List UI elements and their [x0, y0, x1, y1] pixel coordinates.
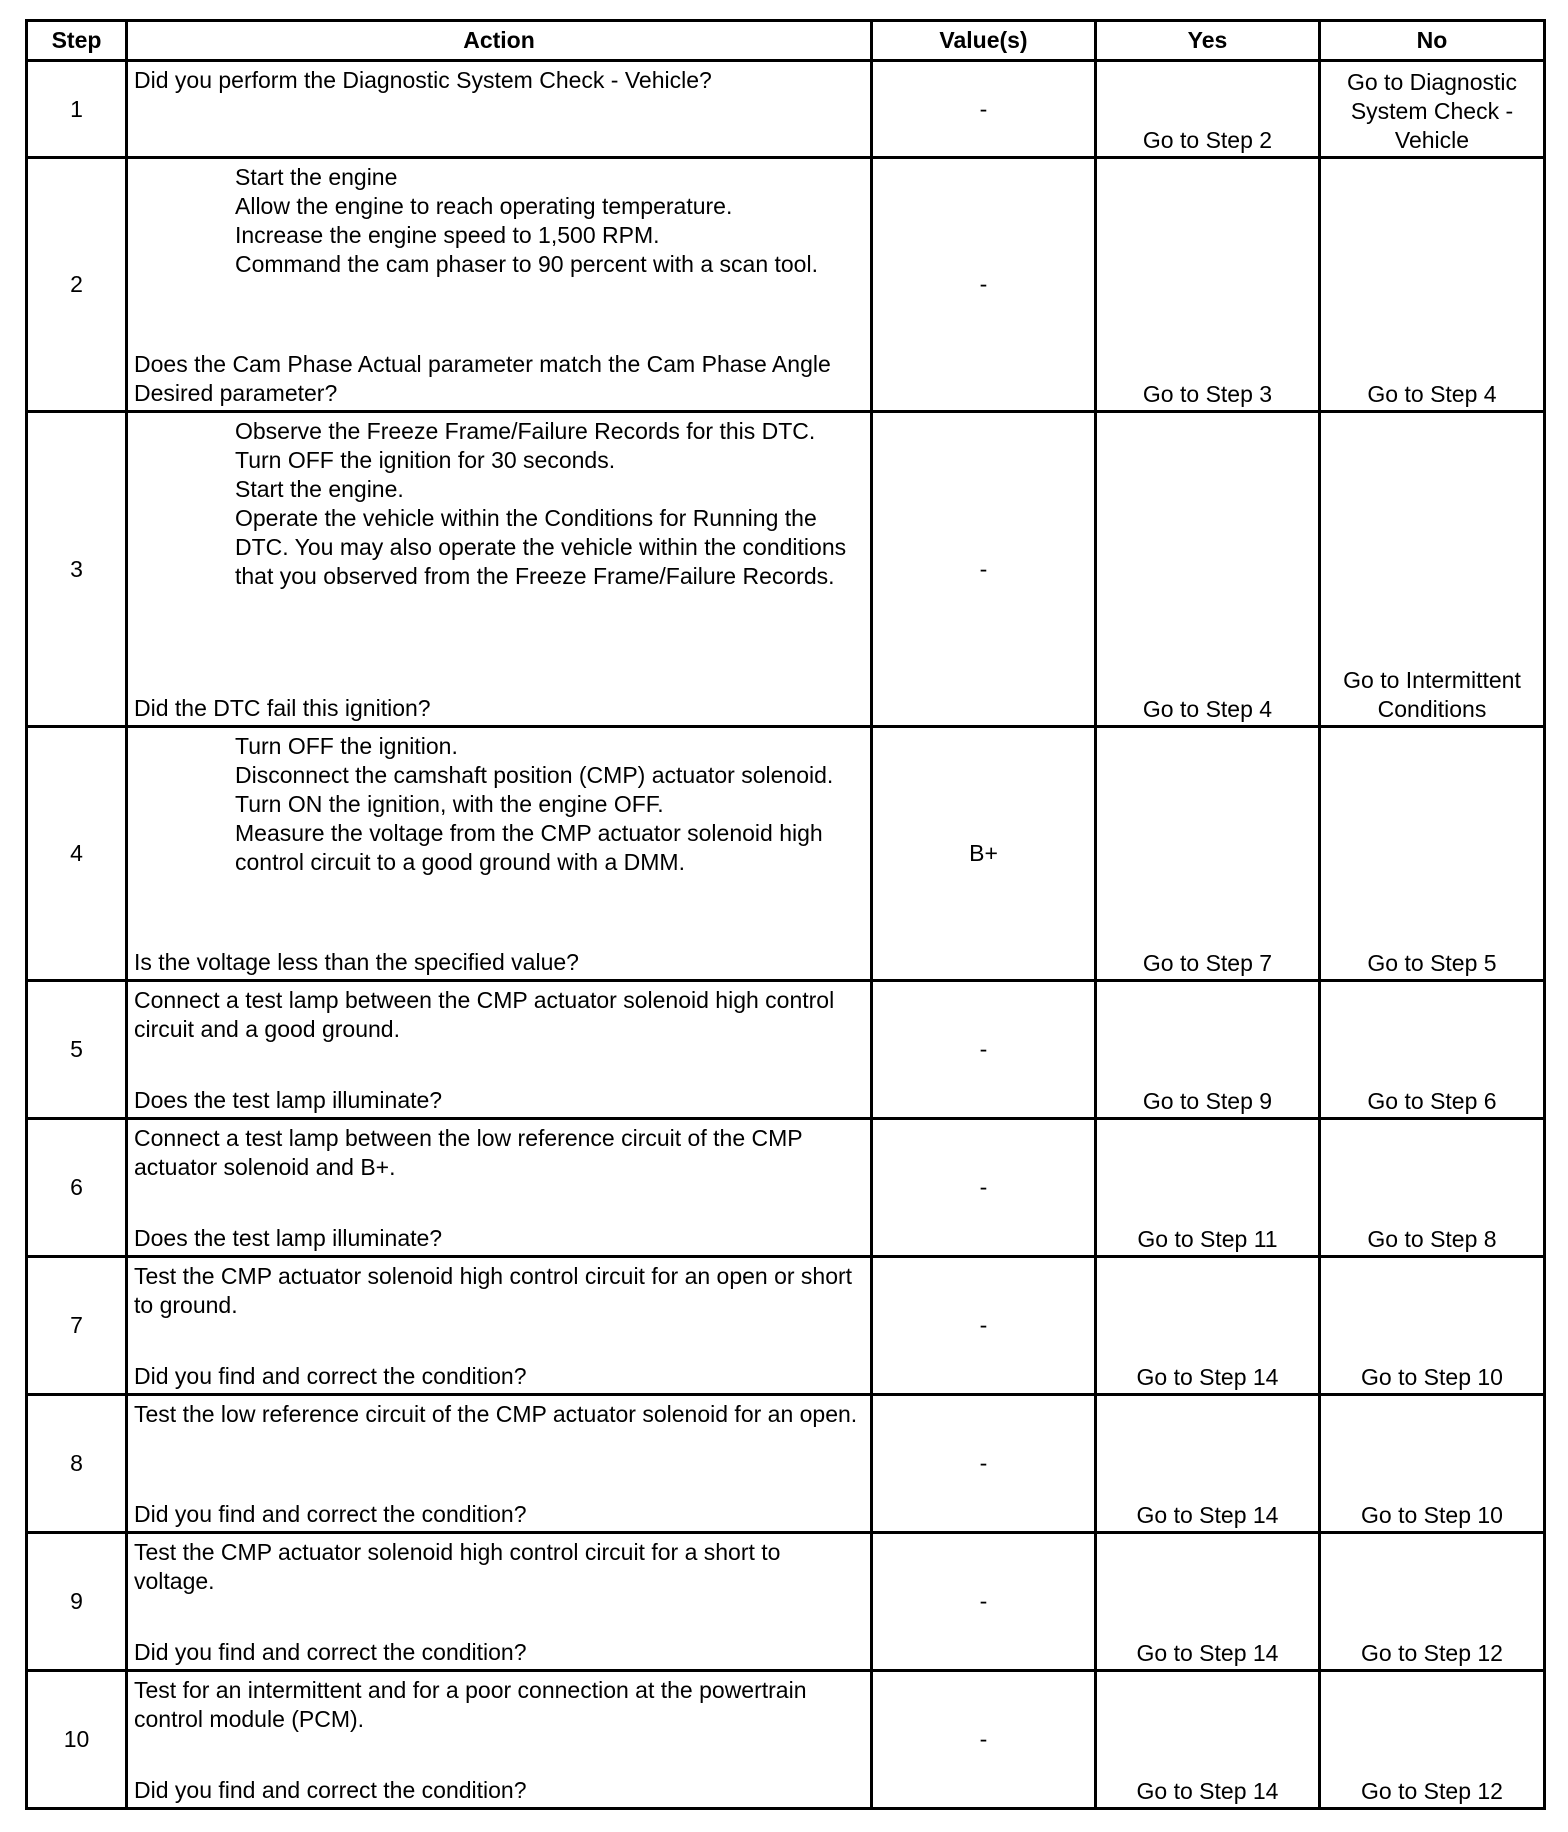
action-instructions	[134, 1124, 866, 1182]
action-content	[134, 1536, 866, 1668]
action-question: Did you find and correct the condition?	[134, 1362, 527, 1389]
action-question: Did you find and correct the condition?	[134, 1776, 527, 1803]
yes-link: Go to Step 3	[1142, 381, 1273, 407]
step-number: 3	[27, 412, 127, 727]
yes-link: Go to Step 14	[1136, 1364, 1279, 1390]
no-cell	[1320, 1533, 1545, 1671]
diagnostic-table	[25, 19, 1546, 1810]
action-cell	[127, 727, 872, 981]
header-yes: Yes	[1096, 21, 1320, 61]
header-step: Step	[27, 21, 127, 61]
step-number: 4	[27, 727, 127, 981]
yes-link: Go to Step 14	[1136, 1778, 1279, 1804]
no-cell	[1320, 412, 1545, 727]
yes-cell	[1096, 1257, 1320, 1395]
action-question: Does the test lamp illuminate?	[134, 1086, 443, 1113]
action-content	[134, 984, 866, 1116]
action-text: Test the low reference circuit of the CMP actuator solenoid for an open.	[134, 1400, 858, 1427]
no-cell	[1320, 1395, 1545, 1533]
no-link: Go to Step 6	[1367, 1088, 1497, 1114]
action-instruction: Start the engine	[235, 163, 398, 190]
no-link: Go to Diagnostic System Check - Vehicle	[1346, 69, 1518, 153]
value-cell: -	[872, 1257, 1096, 1395]
yes-link: Go to Step 7	[1142, 950, 1273, 976]
no-cell	[1320, 981, 1545, 1119]
action-instruction: Start the engine.	[235, 475, 404, 502]
action-content	[134, 1260, 866, 1392]
no-cell	[1320, 1671, 1545, 1809]
yes-link: Go to Step 14	[1136, 1502, 1279, 1528]
header-no: No	[1320, 21, 1545, 61]
action-instruction: Measure the voltage from the CMP actuator solenoid high control circuit to a good ground with a DMM.	[235, 819, 823, 875]
action-instructions	[134, 1400, 866, 1429]
no-link: Go to Step 12	[1361, 1640, 1503, 1666]
value-cell: -	[872, 1533, 1096, 1671]
action-instructions	[134, 66, 866, 95]
value-cell: -	[872, 412, 1096, 727]
action-cell	[127, 61, 872, 158]
action-content	[134, 730, 866, 978]
step-number: 6	[27, 1119, 127, 1257]
yes-cell	[1096, 158, 1320, 412]
action-question: Did the DTC fail this ignition?	[134, 694, 431, 721]
action-instructions	[134, 732, 866, 877]
action-text: Connect a test lamp between the low reference circuit of the CMP actuator solenoid and B+.	[134, 1124, 803, 1180]
action-text: Test for an intermittent and for a poor connection at the powertrain control module (PCM).	[134, 1676, 807, 1732]
yes-cell	[1096, 1395, 1320, 1533]
action-instruction: Operate the vehicle within the Conditions for Running the DTC. You may also operate the vehicle within the conditions that you observed from the Freeze Frame/Failure Records.	[235, 504, 847, 589]
action-instruction: Command the cam phaser to 90 percent with a scan tool.	[235, 250, 818, 277]
step-number: 9	[27, 1533, 127, 1671]
step-number: 10	[27, 1671, 127, 1809]
action-instructions	[134, 986, 866, 1044]
no-cell	[1320, 158, 1545, 412]
action-instructions	[134, 417, 866, 591]
action-content	[134, 1398, 866, 1530]
no-cell	[1320, 1257, 1545, 1395]
no-link: Go to Step 12	[1361, 1778, 1503, 1804]
no-link: Go to Intermittent Conditions	[1343, 667, 1521, 722]
action-instructions	[134, 1538, 866, 1596]
action-content	[134, 161, 866, 409]
action-instruction: Turn OFF the ignition.	[235, 732, 458, 759]
table-row	[27, 1257, 1545, 1395]
action-instructions	[134, 1262, 866, 1320]
no-link: Go to Step 10	[1361, 1364, 1503, 1390]
value-cell: -	[872, 1671, 1096, 1809]
action-instructions	[134, 1676, 866, 1734]
action-text: Test the CMP actuator solenoid high control circuit for a short to voltage.	[134, 1538, 781, 1594]
step-number: 5	[27, 981, 127, 1119]
yes-link: Go to Step 11	[1137, 1226, 1278, 1252]
action-cell	[127, 981, 872, 1119]
table-row	[27, 158, 1545, 412]
value-cell: -	[872, 981, 1096, 1119]
value-cell: -	[872, 1119, 1096, 1257]
yes-link: Go to Step 2	[1142, 127, 1273, 153]
action-question: Is the voltage less than the specified value?	[134, 948, 579, 975]
yes-cell	[1096, 412, 1320, 727]
yes-link: Go to Step 14	[1136, 1640, 1279, 1666]
table-row	[27, 61, 1545, 158]
value-cell: -	[872, 1395, 1096, 1533]
action-instruction: Observe the Freeze Frame/Failure Records for this DTC.	[235, 417, 816, 444]
action-cell	[127, 158, 872, 412]
step-number: 8	[27, 1395, 127, 1533]
yes-cell	[1096, 1671, 1320, 1809]
yes-cell	[1096, 1119, 1320, 1257]
table-row	[27, 727, 1545, 981]
action-content	[134, 64, 866, 155]
value-cell: -	[872, 61, 1096, 158]
action-question: Does the test lamp illuminate?	[134, 1224, 443, 1251]
table-row	[27, 1395, 1545, 1533]
action-cell	[127, 1671, 872, 1809]
no-cell	[1320, 61, 1545, 158]
no-link: Go to Step 4	[1367, 381, 1497, 407]
table-row	[27, 981, 1545, 1119]
yes-cell	[1096, 61, 1320, 158]
yes-cell	[1096, 981, 1320, 1119]
action-content	[134, 1674, 866, 1806]
yes-cell	[1096, 727, 1320, 981]
action-cell	[127, 1533, 872, 1671]
action-question: Does the Cam Phase Actual parameter match the Cam Phase Angle Desired parameter?	[134, 350, 831, 406]
action-content	[134, 415, 866, 724]
table-row	[27, 412, 1545, 727]
table-row	[27, 1119, 1545, 1257]
value-cell: B+	[872, 727, 1096, 981]
table-row	[27, 1533, 1545, 1671]
action-cell	[127, 1395, 872, 1533]
action-instruction: Allow the engine to reach operating temperature.	[235, 192, 733, 219]
no-link: Go to Step 10	[1361, 1502, 1503, 1528]
action-text: Test the CMP actuator solenoid high control circuit for an open or short to ground.	[134, 1262, 853, 1318]
action-content	[134, 1122, 866, 1254]
action-cell	[127, 412, 872, 727]
header-row	[27, 21, 1545, 61]
yes-cell	[1096, 1533, 1320, 1671]
header-action: Action	[127, 21, 872, 61]
table-row	[27, 1671, 1545, 1809]
value-cell: -	[872, 158, 1096, 412]
header-value: Value(s)	[872, 21, 1096, 61]
yes-link: Go to Step 9	[1142, 1088, 1273, 1114]
action-text: Did you perform the Diagnostic System Check - Vehicle?	[134, 66, 712, 93]
action-cell	[127, 1119, 872, 1257]
step-number: 7	[27, 1257, 127, 1395]
no-link: Go to Step 5	[1367, 950, 1497, 976]
step-number: 2	[27, 158, 127, 412]
action-instruction: Turn ON the ignition, with the engine OFF.	[235, 790, 664, 817]
yes-link: Go to Step 4	[1142, 696, 1273, 722]
action-instruction: Disconnect the camshaft position (CMP) actuator solenoid.	[235, 761, 834, 788]
no-cell	[1320, 727, 1545, 981]
action-question: Did you find and correct the condition?	[134, 1638, 527, 1665]
action-instruction: Turn OFF the ignition for 30 seconds.	[235, 446, 616, 473]
step-number: 1	[27, 61, 127, 158]
action-instructions	[134, 163, 866, 279]
action-question: Did you find and correct the condition?	[134, 1500, 527, 1527]
action-text: Connect a test lamp between the CMP actuator solenoid high control circuit and a good ground.	[134, 986, 835, 1042]
action-cell	[127, 1257, 872, 1395]
no-link: Go to Step 8	[1367, 1226, 1497, 1252]
no-cell	[1320, 1119, 1545, 1257]
action-instruction: Increase the engine speed to 1,500 RPM.	[235, 221, 660, 248]
